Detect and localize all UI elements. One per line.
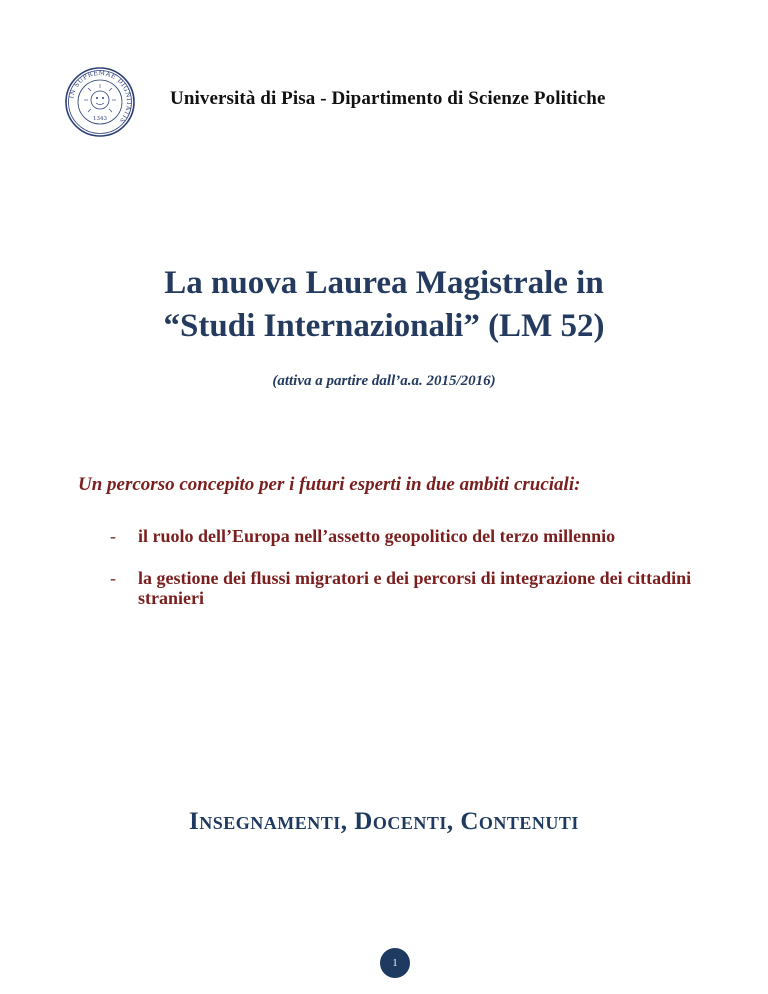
list-item xyxy=(110,526,710,546)
bullet-list xyxy=(110,526,710,630)
seal-year: 1343 xyxy=(93,116,107,122)
document-subtitle: (attiva a partire dall’a.a. 2015/2016) xyxy=(272,373,496,389)
university-seal-icon xyxy=(64,66,136,138)
bullet-text: il ruolo dell’Europa nell’assetto geopolitico del terzo millennio xyxy=(138,526,616,546)
page-number-badge: 1 xyxy=(380,948,410,978)
title-line-2: “Studi Internazionali” (LM 52) xyxy=(163,308,605,344)
bullet-marker: - xyxy=(110,526,116,546)
bullet-text: la gestione dei flussi migratori e dei percorsi di integrazione dei cittadini stranieri xyxy=(138,568,692,608)
institution-header: Università di Pisa - Dipartimento di Scienze Politiche xyxy=(170,88,606,109)
section-heading: Insegnamenti, Docenti, Contenuti xyxy=(189,808,579,835)
intro-text: Un percorso concepito per i futuri esperti in due ambiti cruciali: xyxy=(78,474,581,495)
seal-ring-text: IN SUPREMAE DIGNITATIS xyxy=(68,69,133,125)
document-title xyxy=(0,262,768,348)
title-line-1: La nuova Laurea Magistrale in xyxy=(164,265,604,301)
bullet-marker: - xyxy=(110,568,116,588)
list-item xyxy=(110,568,710,608)
